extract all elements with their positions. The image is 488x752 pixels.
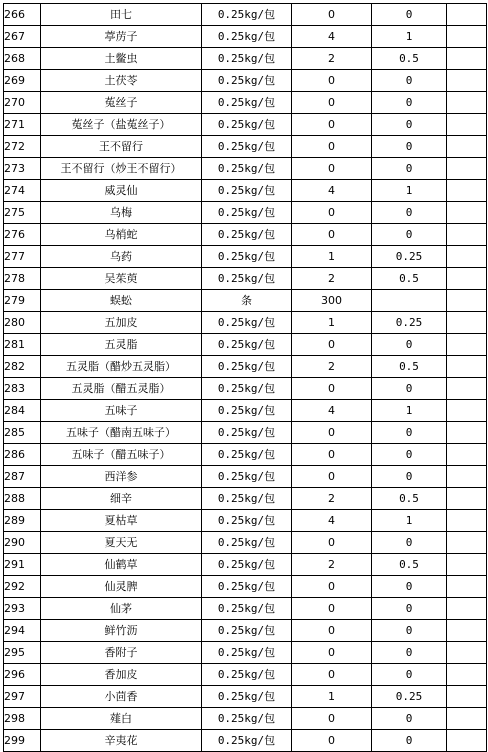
package-count: 2	[292, 268, 372, 290]
herb-name: 吴茱萸	[41, 268, 202, 290]
package-spec: 0.25kg/包	[202, 180, 292, 202]
note-cell	[447, 708, 487, 730]
package-spec: 0.25kg/包	[202, 48, 292, 70]
row-index: 288	[4, 488, 41, 510]
herb-name: 王不留行	[41, 136, 202, 158]
weight-kg: 0	[372, 114, 447, 136]
table-row	[4, 312, 487, 334]
herb-name: 仙茅	[41, 598, 202, 620]
row-index: 298	[4, 708, 41, 730]
row-index: 296	[4, 664, 41, 686]
weight-kg: 0	[372, 136, 447, 158]
note-cell	[447, 4, 487, 26]
weight-kg: 1	[372, 400, 447, 422]
table-row	[4, 444, 487, 466]
package-spec: 0.25kg/包	[202, 246, 292, 268]
row-index: 274	[4, 180, 41, 202]
weight-kg: 0	[372, 224, 447, 246]
row-index: 266	[4, 4, 41, 26]
note-cell	[447, 686, 487, 708]
row-index: 295	[4, 642, 41, 664]
herb-name: 鲜竹沥	[41, 620, 202, 642]
weight-kg: 0	[372, 598, 447, 620]
herb-name: 五灵脂	[41, 334, 202, 356]
herb-name: 辛夷花	[41, 730, 202, 752]
table-row	[4, 664, 487, 686]
package-count: 2	[292, 554, 372, 576]
package-count: 0	[292, 202, 372, 224]
weight-kg: 0	[372, 202, 447, 224]
weight-kg: 0	[372, 642, 447, 664]
package-spec: 0.25kg/包	[202, 466, 292, 488]
herb-name: 威灵仙	[41, 180, 202, 202]
herb-name: 五味子（醋南五味子）	[41, 422, 202, 444]
package-spec: 0.25kg/包	[202, 488, 292, 510]
weight-kg: 0	[372, 422, 447, 444]
weight-kg: 0	[372, 620, 447, 642]
weight-kg: 0.5	[372, 356, 447, 378]
row-index: 294	[4, 620, 41, 642]
row-index: 270	[4, 92, 41, 114]
package-count: 0	[292, 576, 372, 598]
herb-inventory-table	[3, 3, 487, 752]
herb-name: 五灵脂（醋炒五灵脂）	[41, 356, 202, 378]
note-cell	[447, 664, 487, 686]
package-count: 0	[292, 136, 372, 158]
table-row	[4, 422, 487, 444]
weight-kg: 0.25	[372, 312, 447, 334]
weight-kg: 0.5	[372, 268, 447, 290]
package-spec: 0.25kg/包	[202, 158, 292, 180]
note-cell	[447, 158, 487, 180]
package-count: 2	[292, 48, 372, 70]
herb-name: 菟丝子	[41, 92, 202, 114]
herb-name: 土茯苓	[41, 70, 202, 92]
package-spec: 0.25kg/包	[202, 224, 292, 246]
package-count: 1	[292, 246, 372, 268]
row-index: 267	[4, 26, 41, 48]
weight-kg: 0	[372, 334, 447, 356]
herb-name: 香加皮	[41, 664, 202, 686]
note-cell	[447, 576, 487, 598]
table-row	[4, 378, 487, 400]
note-cell	[447, 224, 487, 246]
table-row	[4, 576, 487, 598]
weight-kg: 0	[372, 466, 447, 488]
package-count: 4	[292, 180, 372, 202]
row-index: 277	[4, 246, 41, 268]
herb-name: 土鳖虫	[41, 48, 202, 70]
package-spec: 0.25kg/包	[202, 356, 292, 378]
table-row	[4, 180, 487, 202]
table-row	[4, 686, 487, 708]
package-count: 0	[292, 158, 372, 180]
package-count: 0	[292, 4, 372, 26]
weight-kg: 0.5	[372, 48, 447, 70]
package-spec: 0.25kg/包	[202, 686, 292, 708]
note-cell	[447, 92, 487, 114]
note-cell	[447, 642, 487, 664]
table-body	[4, 4, 487, 752]
row-index: 273	[4, 158, 41, 180]
package-spec: 0.25kg/包	[202, 532, 292, 554]
row-index: 286	[4, 444, 41, 466]
table-row	[4, 114, 487, 136]
herb-name: 葶苈子	[41, 26, 202, 48]
row-index: 282	[4, 356, 41, 378]
row-index: 284	[4, 400, 41, 422]
package-count: 4	[292, 510, 372, 532]
herb-name: 夏天无	[41, 532, 202, 554]
weight-kg: 0	[372, 730, 447, 752]
package-spec: 0.25kg/包	[202, 598, 292, 620]
weight-kg: 0	[372, 532, 447, 554]
note-cell	[447, 334, 487, 356]
row-index: 279	[4, 290, 41, 312]
row-index: 268	[4, 48, 41, 70]
package-spec: 0.25kg/包	[202, 334, 292, 356]
package-spec: 0.25kg/包	[202, 554, 292, 576]
note-cell	[447, 290, 487, 312]
weight-kg: 1	[372, 26, 447, 48]
table-row	[4, 290, 487, 312]
herb-name: 西洋参	[41, 466, 202, 488]
note-cell	[447, 312, 487, 334]
note-cell	[447, 400, 487, 422]
herb-name: 薤白	[41, 708, 202, 730]
table-row	[4, 136, 487, 158]
package-count: 0	[292, 444, 372, 466]
herb-name: 仙鹤草	[41, 554, 202, 576]
note-cell	[447, 180, 487, 202]
row-index: 272	[4, 136, 41, 158]
herb-name: 夏枯草	[41, 510, 202, 532]
weight-kg: 0.25	[372, 686, 447, 708]
herb-name: 香附子	[41, 642, 202, 664]
row-index: 292	[4, 576, 41, 598]
table-row	[4, 532, 487, 554]
herb-name: 仙灵脾	[41, 576, 202, 598]
weight-kg: 0.25	[372, 246, 447, 268]
package-spec: 0.25kg/包	[202, 92, 292, 114]
package-spec: 0.25kg/包	[202, 576, 292, 598]
table-row	[4, 268, 487, 290]
note-cell	[447, 444, 487, 466]
package-spec: 0.25kg/包	[202, 730, 292, 752]
row-index: 297	[4, 686, 41, 708]
package-spec: 0.25kg/包	[202, 444, 292, 466]
package-spec: 0.25kg/包	[202, 642, 292, 664]
note-cell	[447, 598, 487, 620]
package-spec: 0.25kg/包	[202, 114, 292, 136]
row-index: 280	[4, 312, 41, 334]
package-spec: 0.25kg/包	[202, 312, 292, 334]
table-row	[4, 554, 487, 576]
package-count: 0	[292, 114, 372, 136]
weight-kg: 0	[372, 378, 447, 400]
row-index: 285	[4, 422, 41, 444]
herb-name: 五味子	[41, 400, 202, 422]
note-cell	[447, 48, 487, 70]
package-count: 1	[292, 312, 372, 334]
package-spec: 0.25kg/包	[202, 70, 292, 92]
package-spec: 0.25kg/包	[202, 202, 292, 224]
herb-name: 五加皮	[41, 312, 202, 334]
weight-kg: 0.5	[372, 488, 447, 510]
table-row	[4, 4, 487, 26]
row-index: 291	[4, 554, 41, 576]
note-cell	[447, 356, 487, 378]
weight-kg: 0.5	[372, 554, 447, 576]
table-row	[4, 488, 487, 510]
package-count: 0	[292, 224, 372, 246]
note-cell	[447, 378, 487, 400]
table-row	[4, 48, 487, 70]
note-cell	[447, 70, 487, 92]
note-cell	[447, 422, 487, 444]
note-cell	[447, 246, 487, 268]
package-spec: 0.25kg/包	[202, 708, 292, 730]
table-row	[4, 466, 487, 488]
package-count: 300	[292, 290, 372, 312]
package-count: 4	[292, 400, 372, 422]
herb-name: 乌梢蛇	[41, 224, 202, 246]
package-count: 0	[292, 378, 372, 400]
table-row	[4, 158, 487, 180]
table-row	[4, 620, 487, 642]
package-count: 0	[292, 730, 372, 752]
package-spec: 0.25kg/包	[202, 620, 292, 642]
note-cell	[447, 268, 487, 290]
package-count: 0	[292, 334, 372, 356]
package-count: 0	[292, 70, 372, 92]
note-cell	[447, 620, 487, 642]
table-row	[4, 224, 487, 246]
weight-kg: 0	[372, 576, 447, 598]
table-row	[4, 334, 487, 356]
package-count: 0	[292, 642, 372, 664]
row-index: 283	[4, 378, 41, 400]
weight-kg: 0	[372, 158, 447, 180]
row-index: 293	[4, 598, 41, 620]
weight-kg: 1	[372, 180, 447, 202]
package-count: 0	[292, 532, 372, 554]
package-spec: 0.25kg/包	[202, 268, 292, 290]
package-count: 0	[292, 620, 372, 642]
table-row	[4, 642, 487, 664]
row-index: 290	[4, 532, 41, 554]
package-spec: 0.25kg/包	[202, 378, 292, 400]
note-cell	[447, 730, 487, 752]
herb-name: 王不留行（炒王不留行）	[41, 158, 202, 180]
package-spec: 0.25kg/包	[202, 422, 292, 444]
package-spec: 0.25kg/包	[202, 510, 292, 532]
package-spec: 0.25kg/包	[202, 26, 292, 48]
weight-kg: 1	[372, 510, 447, 532]
table-row	[4, 92, 487, 114]
note-cell	[447, 26, 487, 48]
row-index: 299	[4, 730, 41, 752]
herb-name: 乌药	[41, 246, 202, 268]
package-count: 0	[292, 466, 372, 488]
note-cell	[447, 136, 487, 158]
package-spec: 0.25kg/包	[202, 136, 292, 158]
package-spec: 0.25kg/包	[202, 4, 292, 26]
note-cell	[447, 202, 487, 224]
package-count: 0	[292, 664, 372, 686]
row-index: 287	[4, 466, 41, 488]
note-cell	[447, 114, 487, 136]
table-row	[4, 246, 487, 268]
herb-name: 田七	[41, 4, 202, 26]
table-row	[4, 202, 487, 224]
note-cell	[447, 466, 487, 488]
weight-kg: 0	[372, 664, 447, 686]
table-row	[4, 598, 487, 620]
row-index: 276	[4, 224, 41, 246]
weight-kg: 0	[372, 70, 447, 92]
note-cell	[447, 510, 487, 532]
weight-kg	[372, 290, 447, 312]
package-count: 2	[292, 488, 372, 510]
row-index: 278	[4, 268, 41, 290]
package-spec: 条	[202, 290, 292, 312]
table-row	[4, 708, 487, 730]
herb-name: 细辛	[41, 488, 202, 510]
table-row	[4, 356, 487, 378]
package-spec: 0.25kg/包	[202, 400, 292, 422]
package-count: 1	[292, 686, 372, 708]
row-index: 269	[4, 70, 41, 92]
weight-kg: 0	[372, 4, 447, 26]
row-index: 275	[4, 202, 41, 224]
package-spec: 0.25kg/包	[202, 664, 292, 686]
table-row	[4, 510, 487, 532]
table-row	[4, 26, 487, 48]
note-cell	[447, 532, 487, 554]
weight-kg: 0	[372, 444, 447, 466]
herb-name: 菟丝子（盐菟丝子）	[41, 114, 202, 136]
weight-kg: 0	[372, 92, 447, 114]
package-count: 0	[292, 92, 372, 114]
row-index: 281	[4, 334, 41, 356]
note-cell	[447, 488, 487, 510]
weight-kg: 0	[372, 708, 447, 730]
herb-name: 五灵脂（醋五灵脂）	[41, 378, 202, 400]
package-count: 0	[292, 422, 372, 444]
table-row	[4, 70, 487, 92]
note-cell	[447, 554, 487, 576]
package-count: 2	[292, 356, 372, 378]
table-row	[4, 730, 487, 752]
table-row	[4, 400, 487, 422]
package-count: 0	[292, 598, 372, 620]
package-count: 0	[292, 708, 372, 730]
herb-name: 蜈蚣	[41, 290, 202, 312]
herb-name: 乌梅	[41, 202, 202, 224]
herb-name: 五味子（醋五味子）	[41, 444, 202, 466]
package-count: 4	[292, 26, 372, 48]
herb-name: 小茴香	[41, 686, 202, 708]
row-index: 289	[4, 510, 41, 532]
row-index: 271	[4, 114, 41, 136]
